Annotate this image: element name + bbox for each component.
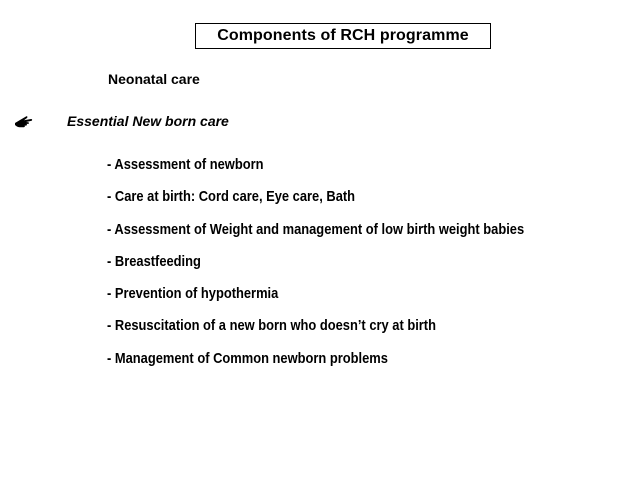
content-list xyxy=(107,155,592,381)
list-item: - Assessment of newborn xyxy=(107,156,264,173)
list-item: - Prevention of hypothermia xyxy=(107,285,279,303)
slide-title: Components of RCH programme xyxy=(195,23,491,49)
list-item: - Breastfeeding xyxy=(107,252,201,270)
list-item: - Care at birth: Cord care, Eye care, Bath xyxy=(107,188,356,206)
section-heading: Neonatal care xyxy=(108,71,200,87)
bullet-heading xyxy=(14,111,229,131)
bullet-heading-text: Essential New born care xyxy=(67,113,229,129)
list-item: - Assessment of Weight and management of low birth weight babies xyxy=(107,220,525,238)
pointing-hand-icon xyxy=(14,114,34,128)
list-item: - Management of Common newborn problems xyxy=(107,349,388,367)
list-item: - Resuscitation of a new born who doesn’t cry at birth xyxy=(107,317,436,335)
